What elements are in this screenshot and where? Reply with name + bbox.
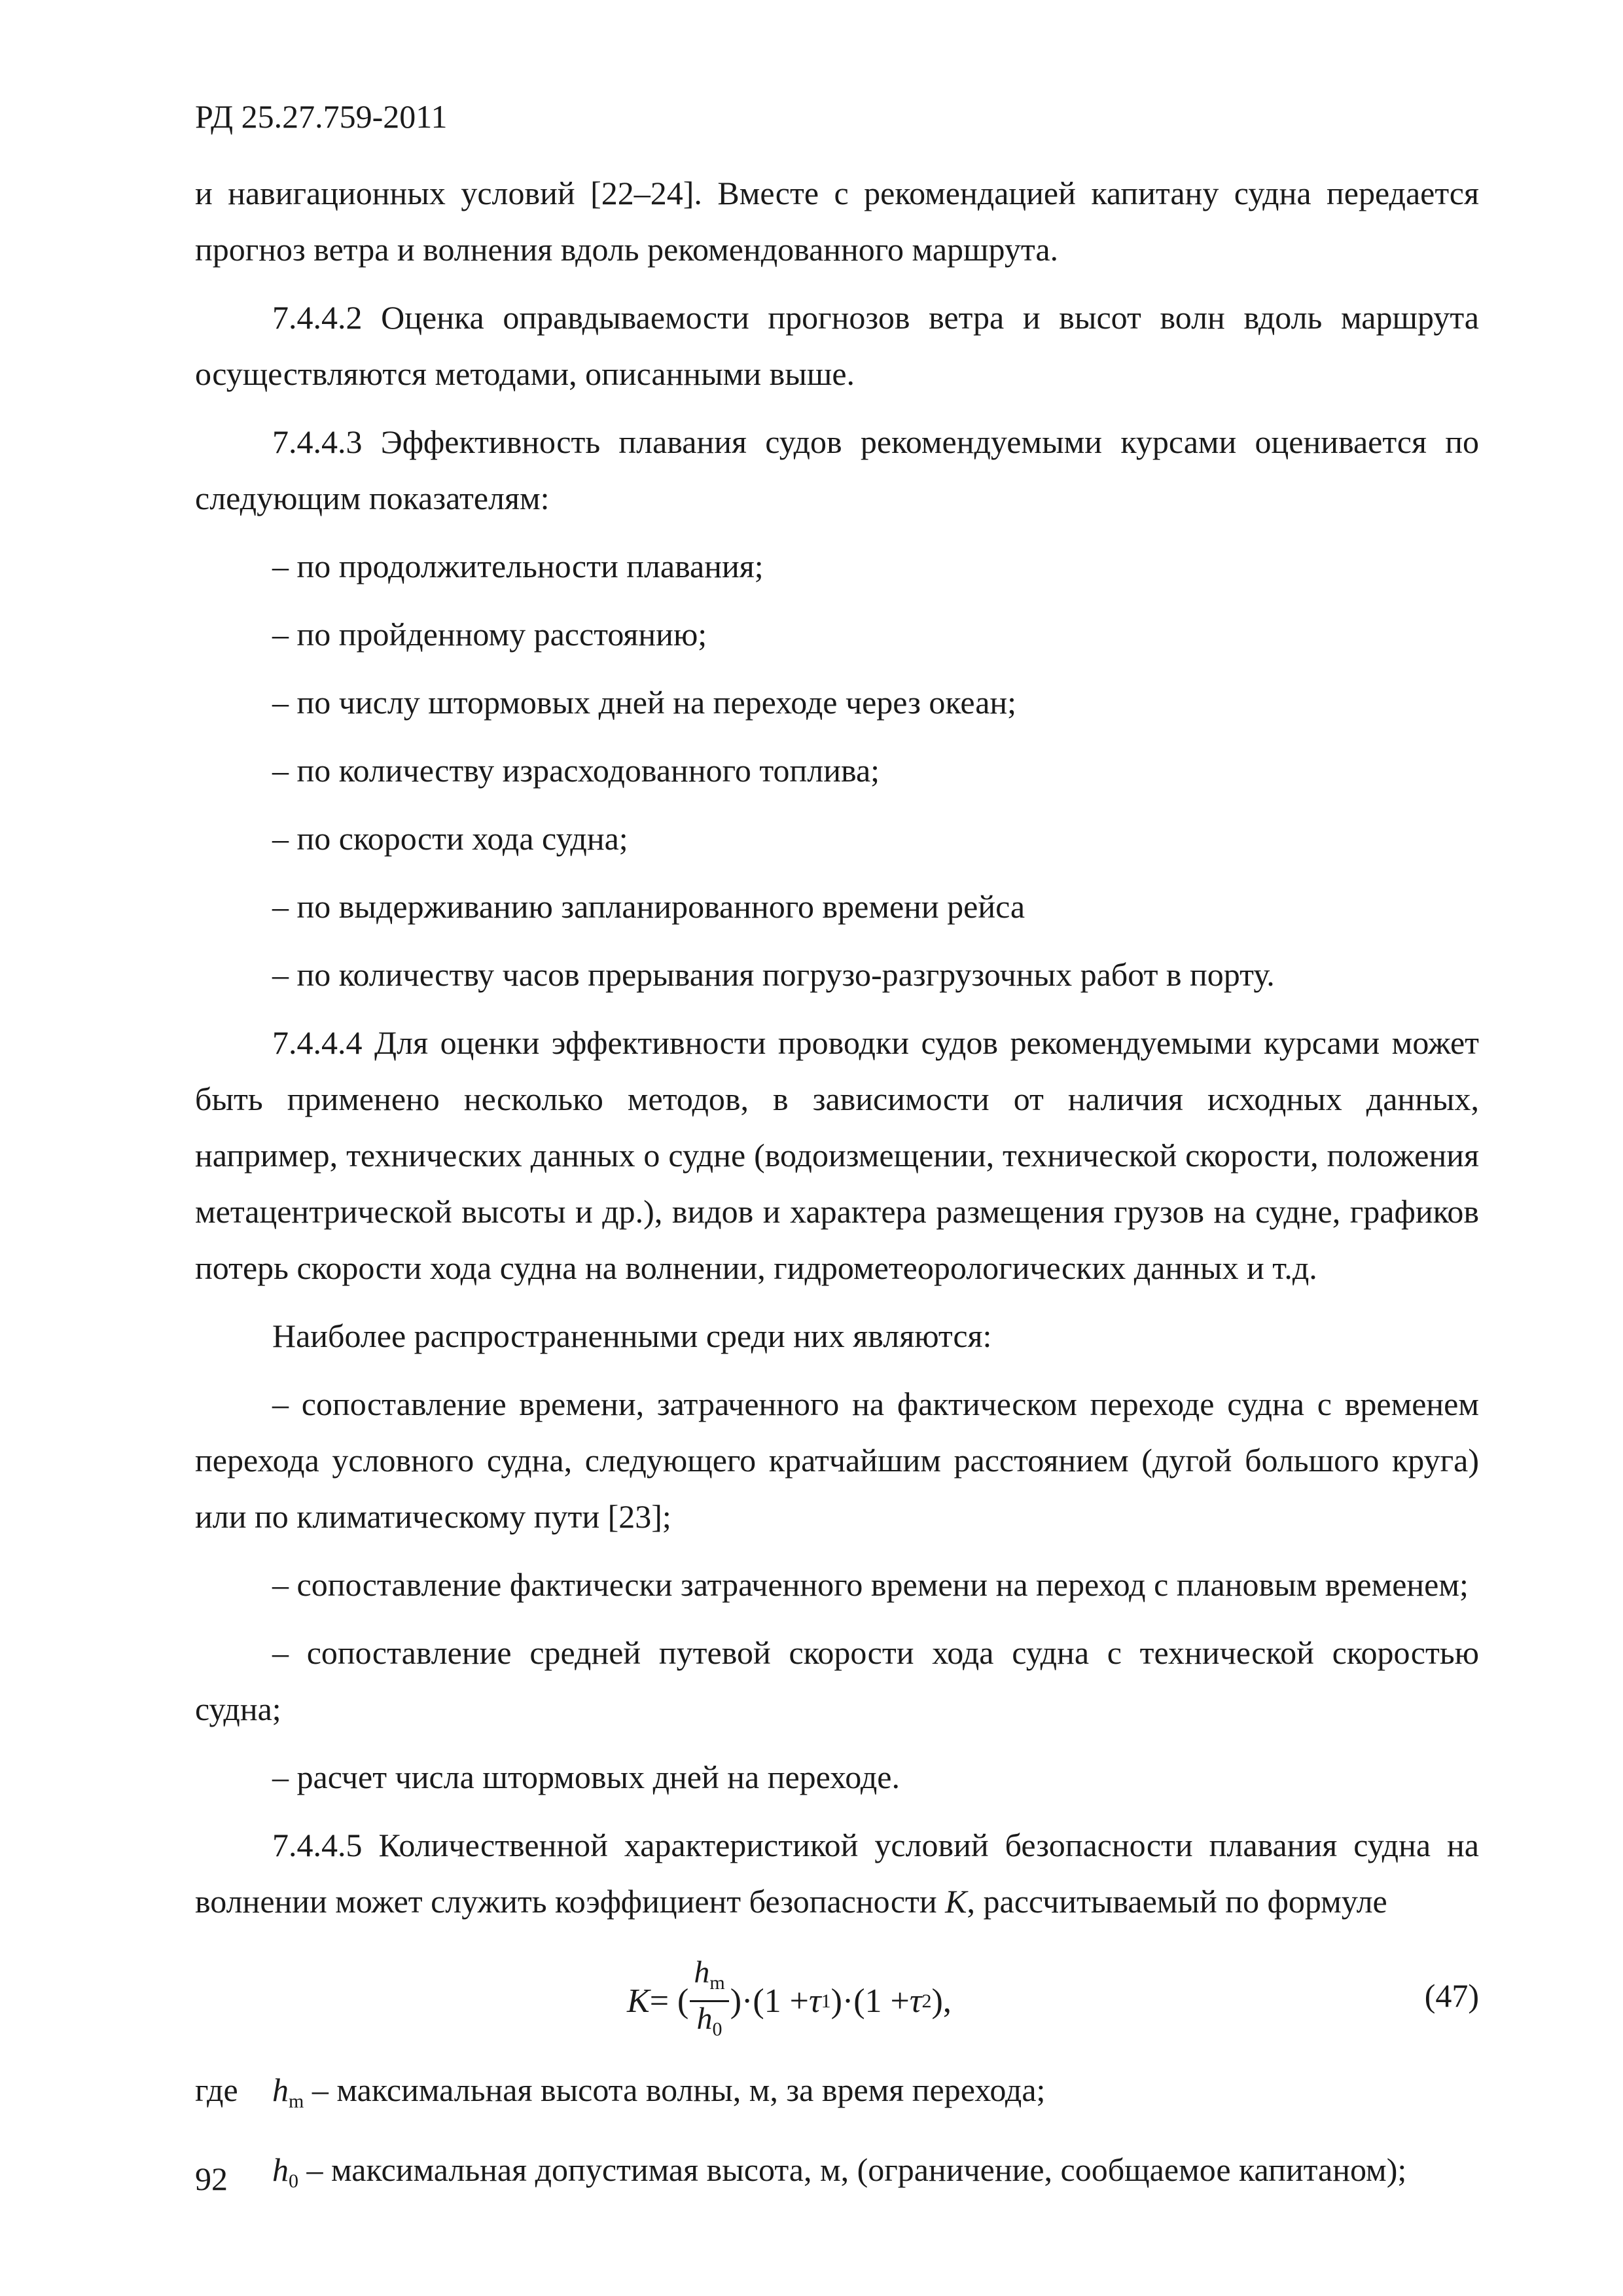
list-item: – по пройденному расстоянию; [272, 616, 707, 653]
fraction-numerator [690, 1956, 728, 2002]
paragraph: и навигационных условий [22–24]. Вместе с рекомендацией капитану судна передается прогноз ветра и волнения вдоль рекомендованного маршрута. [195, 175, 1479, 268]
variable: h [272, 2151, 289, 2188]
where-definition [195, 2062, 1479, 2130]
list-item: – по количеству часов прерывания погрузо-разгрузочных работ в порту. [272, 956, 1275, 993]
paragraph-text: 7.4.4.5 Количественной характеристикой условий безопасности плавания судна на волнении может служить коэффициент безопасности [195, 1827, 1479, 1920]
document-body [195, 165, 1479, 2210]
fraction-denominator [693, 2002, 726, 2047]
definition-text: – максимальная высота волны, м, за время перехода; [304, 2072, 1046, 2108]
list-item: – по количеству израсходованного топлива; [272, 752, 880, 789]
formula-text: ), [931, 1982, 952, 2020]
subscript: 2 [921, 1990, 932, 2012]
list-item: – по выдерживанию запланированного времени рейса [272, 888, 1026, 925]
subscript: 0 [289, 2170, 298, 2192]
subscript: 1 [821, 1990, 831, 2012]
list-item: – сопоставление фактически затраченного времени на переход с плановым временем; [272, 1566, 1469, 1603]
where-label: где [195, 2072, 238, 2108]
paragraph: Наиболее распространенными среди них являются: [272, 1318, 992, 1354]
variable: K [945, 1883, 967, 1920]
paragraph: 7.4.4.2 Оценка оправдываемости прогнозов ветра и высот волн вдоль маршрута осуществляются методами, описанными выше. [195, 299, 1479, 392]
variable: τ [808, 1982, 821, 2020]
formula-text: )·(1 + [730, 1982, 809, 2020]
variable: h [696, 2001, 713, 2036]
definition-text: – максимальная допустимая высота, м, (ограничение, сообщаемое капитаном); [298, 2151, 1407, 2188]
subscript: m [289, 2090, 304, 2112]
list-item: – сопоставление времени, затраченного на фактическом переходе судна с временем перехода условного судна, следующего кратчайшим расстоянием (дугой большого круга) или по климатическому пути [23]; [195, 1386, 1479, 1535]
formula-text: )·(1 + [830, 1982, 910, 2020]
subscript: m [709, 1972, 725, 1994]
variable: τ [909, 1982, 922, 2020]
list-item: – по скорости хода судна; [272, 820, 628, 857]
formula [627, 1956, 952, 2047]
list-item: – по продолжительности плавания; [272, 548, 764, 584]
variable: h [694, 1955, 710, 1990]
formula-text: = ( [649, 1982, 689, 2020]
paragraph [195, 1817, 1479, 1929]
list-item: – сопоставление средней путевой скорости хода судна с технической скоростью судна; [195, 1634, 1479, 1727]
formula-number: (47) [1424, 1977, 1479, 2014]
where-definition [195, 2142, 1479, 2210]
variable: h [272, 2072, 289, 2108]
list-item: – по числу штормовых дней на переходе через океан; [272, 684, 1017, 721]
subscript: 0 [712, 2018, 722, 2040]
definition [272, 2062, 1045, 2130]
paragraph-text: , рассчитываемый по формуле [967, 1883, 1387, 1920]
list-item: – расчет числа штормовых дней на переходе. [272, 1759, 900, 1795]
paragraph: 7.4.4.4 Для оценки эффективности проводки судов рекомендуемыми курсами может быть применено несколько методов, в зависимости от наличия исходных данных, например, технических данных о судне (водоизмещении, технической скорости, положения метацентрической высоты и др.), видов и характера размещения грузов на судне, графиков потерь скорости хода судна на волнении, гидрометеорологических данных и т.д. [195, 1024, 1479, 1286]
formula-lhs: K [627, 1982, 650, 2020]
fraction [690, 1956, 728, 2047]
document-code-header: РД 25.27.759-2011 [195, 98, 448, 135]
page-number: 92 [195, 2161, 228, 2197]
paragraph: 7.4.4.3 Эффективность плавания судов рекомендуемыми курсами оценивается по следующим показателям: [195, 423, 1479, 516]
formula-block [195, 1937, 1479, 2049]
